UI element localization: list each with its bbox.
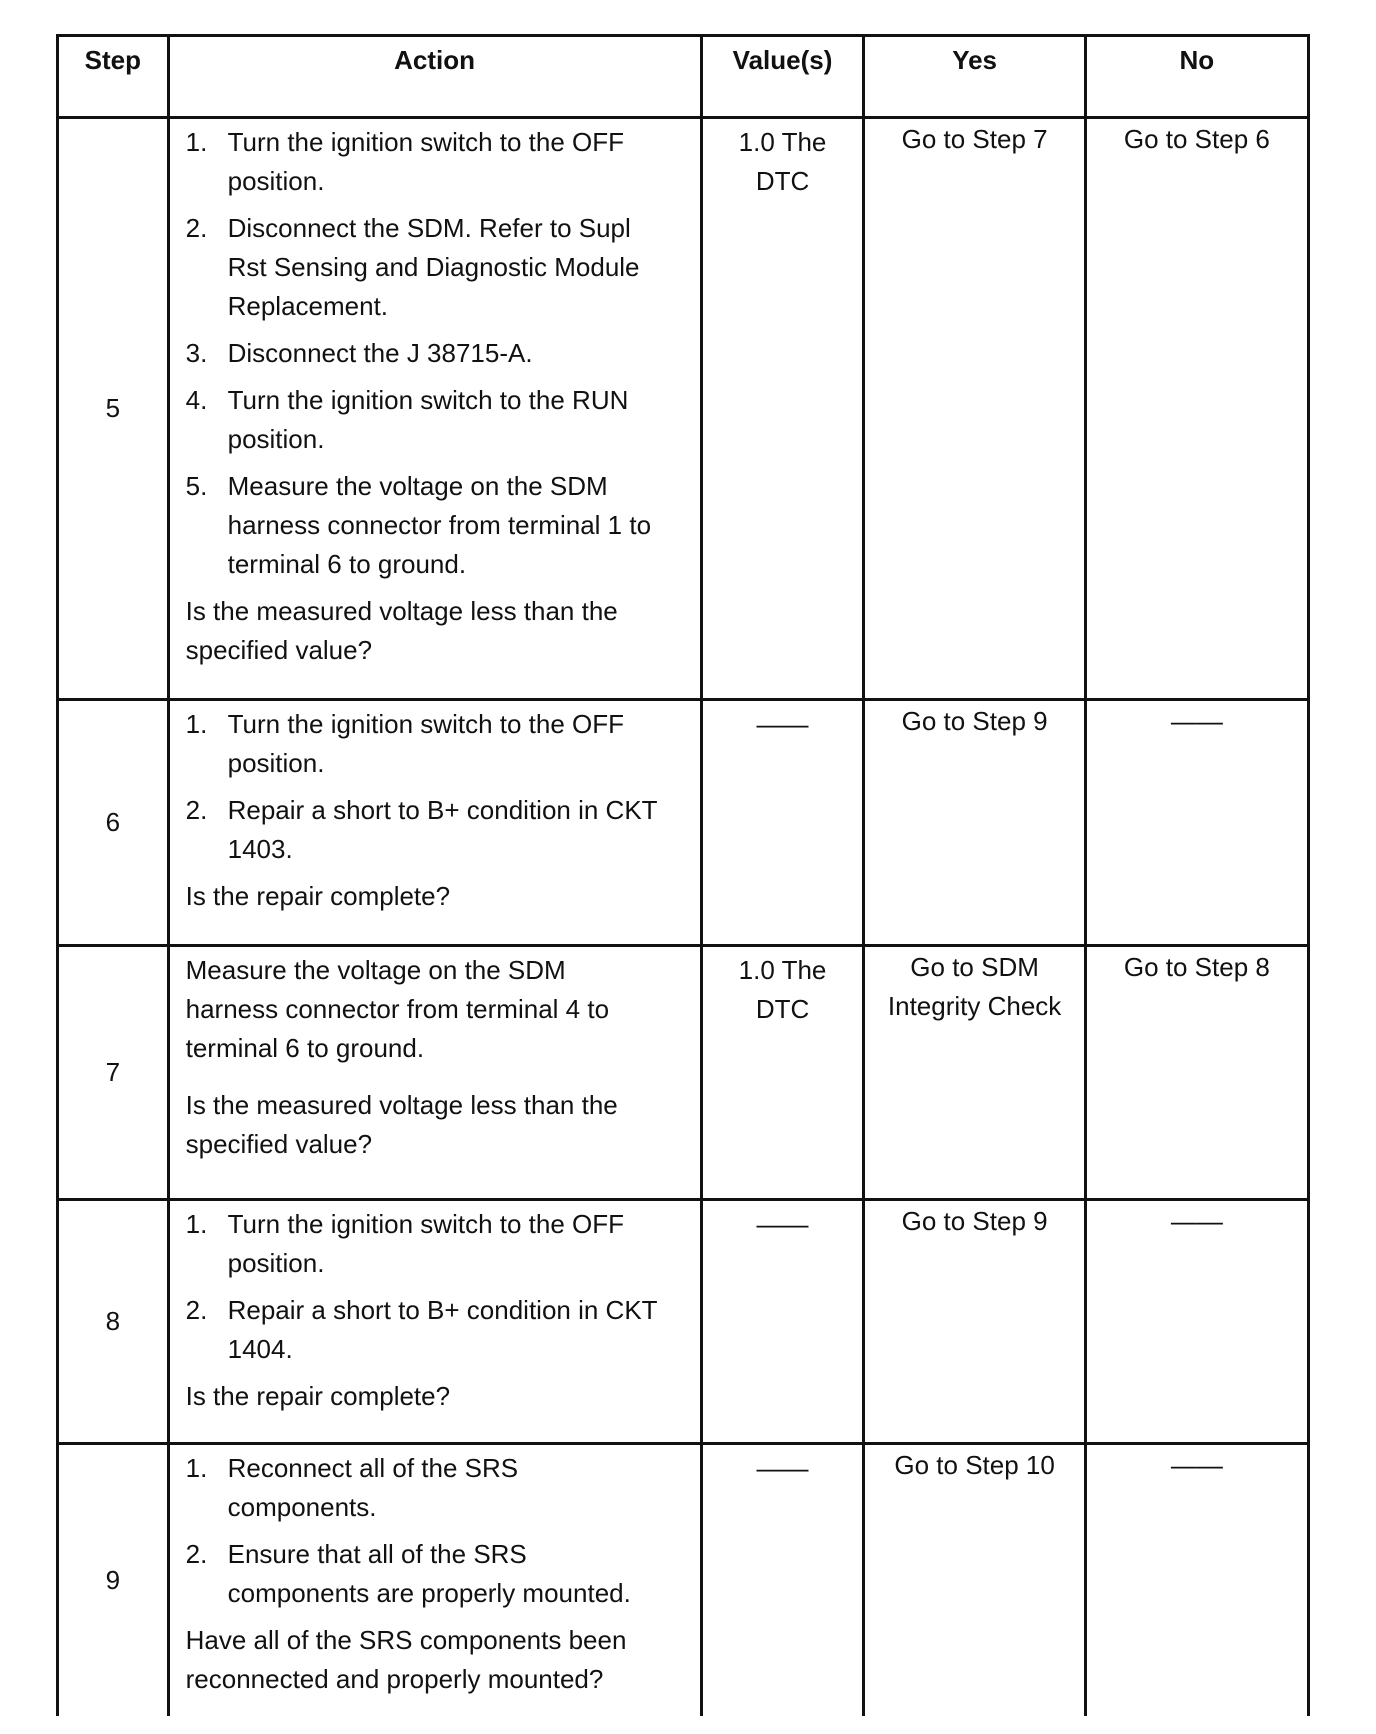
action-line: harness connector from terminal 4 to bbox=[185, 994, 610, 1024]
table-row bbox=[58, 1200, 1309, 1444]
yes-line: Go to Step 7 bbox=[901, 124, 1048, 154]
action-item bbox=[186, 381, 684, 459]
item-number: 1. bbox=[185, 1453, 208, 1483]
item-number: 1. bbox=[185, 1209, 208, 1239]
value-line: DTC bbox=[755, 166, 810, 196]
no-cell bbox=[1085, 1200, 1308, 1444]
item-number: 1. bbox=[185, 709, 208, 739]
item-text-continued: terminal 6 to ground. bbox=[227, 549, 467, 579]
no-cell bbox=[1085, 1444, 1308, 1716]
value-line: 1.0 The bbox=[738, 955, 827, 985]
table-row bbox=[58, 1444, 1309, 1716]
no-line: —— bbox=[1170, 706, 1223, 736]
header-action: Action bbox=[168, 36, 701, 118]
value-line: 1.0 The bbox=[738, 127, 827, 157]
no-cell bbox=[1085, 946, 1308, 1200]
table-row bbox=[58, 946, 1309, 1200]
question-line: specified value? bbox=[185, 1129, 373, 1159]
item-text-continued: Rst Sensing and Diagnostic Module bbox=[227, 252, 640, 282]
action-item bbox=[186, 1291, 684, 1369]
item-text-continued: 1404. bbox=[227, 1334, 293, 1364]
item-number: 1. bbox=[185, 127, 208, 157]
value-line: —— bbox=[756, 1453, 809, 1483]
item-text: Turn the ignition switch to the RUN bbox=[227, 385, 629, 415]
yes-line: Go to Step 9 bbox=[901, 1206, 1048, 1236]
question-line: Have all of the SRS components been bbox=[185, 1625, 627, 1655]
item-number: 4. bbox=[185, 385, 208, 415]
no-line: —— bbox=[1170, 1206, 1223, 1236]
yes-cell bbox=[864, 118, 1085, 700]
item-text-continued: harness connector from terminal 1 to bbox=[227, 510, 652, 540]
item-text-continued: 1403. bbox=[227, 834, 293, 864]
header-step: Step bbox=[58, 36, 169, 118]
no-line: Go to Step 8 bbox=[1123, 952, 1270, 982]
item-text: Measure the voltage on the SDM bbox=[227, 471, 608, 501]
item-text: Turn the ignition switch to the OFF bbox=[227, 1209, 625, 1239]
item-number: 3. bbox=[185, 338, 208, 368]
header-yes: Yes bbox=[864, 36, 1085, 118]
item-number: 2. bbox=[185, 1539, 208, 1569]
action-item bbox=[186, 705, 684, 783]
item-text-continued: components are properly mounted. bbox=[227, 1578, 631, 1608]
no-cell bbox=[1085, 118, 1308, 700]
action-cell bbox=[168, 118, 701, 700]
action-cell bbox=[168, 946, 701, 1200]
step-number: 7 bbox=[58, 946, 169, 1200]
item-text: Repair a short to B+ condition in CKT bbox=[227, 795, 658, 825]
item-text: Ensure that all of the SRS bbox=[227, 1539, 527, 1569]
question-line: reconnected and properly mounted? bbox=[185, 1664, 604, 1694]
step-number: 5 bbox=[58, 118, 169, 700]
action-item bbox=[186, 123, 684, 201]
item-text: Disconnect the J 38715-A. bbox=[227, 338, 533, 368]
action-item bbox=[186, 467, 684, 584]
item-number: 5. bbox=[185, 471, 208, 501]
yes-line: Go to Step 10 bbox=[894, 1450, 1055, 1480]
yes-line: Go to SDM bbox=[910, 952, 1039, 982]
step-number: 6 bbox=[58, 700, 169, 946]
yes-line: Integrity Check bbox=[887, 991, 1062, 1021]
action-question bbox=[186, 1377, 684, 1416]
table-row bbox=[58, 118, 1309, 700]
question-line: Is the measured voltage less than the bbox=[185, 596, 618, 626]
action-line: terminal 6 to ground. bbox=[185, 1033, 425, 1063]
action-cell bbox=[168, 1200, 701, 1444]
item-text-continued: position. bbox=[227, 166, 325, 196]
value-cell bbox=[701, 118, 864, 700]
action-question bbox=[186, 1621, 684, 1699]
header-no: No bbox=[1085, 36, 1308, 118]
item-number: 2. bbox=[185, 795, 208, 825]
step-number: 8 bbox=[58, 1200, 169, 1444]
action-question bbox=[186, 592, 684, 670]
item-text: Disconnect the SDM. Refer to Supl bbox=[227, 213, 631, 243]
item-text-continued: Replacement. bbox=[227, 291, 389, 321]
action-question bbox=[186, 877, 684, 916]
question-line: Is the repair complete? bbox=[185, 1381, 451, 1411]
action-cell bbox=[168, 700, 701, 946]
item-text: Turn the ignition switch to the OFF bbox=[227, 709, 625, 739]
action-item bbox=[186, 1535, 684, 1613]
item-text-continued: position. bbox=[227, 1248, 325, 1278]
action-item bbox=[186, 334, 684, 373]
item-text: Repair a short to B+ condition in CKT bbox=[227, 1295, 658, 1325]
table-body bbox=[58, 118, 1309, 1716]
yes-cell bbox=[864, 700, 1085, 946]
action-item bbox=[186, 209, 684, 326]
yes-cell bbox=[864, 1200, 1085, 1444]
value-cell bbox=[701, 1444, 864, 1716]
item-number: 2. bbox=[185, 1295, 208, 1325]
action-item bbox=[186, 1449, 684, 1527]
no-cell bbox=[1085, 700, 1308, 946]
value-line: —— bbox=[756, 1209, 809, 1239]
header-row bbox=[58, 36, 1309, 118]
table-row bbox=[58, 700, 1309, 946]
value-line: DTC bbox=[755, 994, 810, 1024]
item-text: Reconnect all of the SRS bbox=[227, 1453, 519, 1483]
yes-cell bbox=[864, 1444, 1085, 1716]
item-text-continued: components. bbox=[227, 1492, 377, 1522]
no-line: Go to Step 6 bbox=[1123, 124, 1270, 154]
action-question bbox=[186, 1086, 684, 1164]
yes-cell bbox=[864, 946, 1085, 1200]
item-number: 2. bbox=[185, 213, 208, 243]
action-intro bbox=[186, 951, 684, 1068]
header-values: Value(s) bbox=[701, 36, 864, 118]
value-cell bbox=[701, 946, 864, 1200]
action-cell bbox=[168, 1444, 701, 1716]
yes-line: Go to Step 9 bbox=[901, 706, 1048, 736]
question-line: Is the repair complete? bbox=[185, 881, 451, 911]
no-line: —— bbox=[1170, 1450, 1223, 1480]
question-line: Is the measured voltage less than the bbox=[185, 1090, 618, 1120]
action-line: Measure the voltage on the SDM bbox=[185, 955, 566, 985]
item-text-continued: position. bbox=[227, 748, 325, 778]
value-cell bbox=[701, 700, 864, 946]
diagnostic-table bbox=[56, 34, 1310, 1716]
question-line: specified value? bbox=[185, 635, 373, 665]
item-text: Turn the ignition switch to the OFF bbox=[227, 127, 625, 157]
value-cell bbox=[701, 1200, 864, 1444]
step-number: 9 bbox=[58, 1444, 169, 1716]
value-line: —— bbox=[756, 709, 809, 739]
item-text-continued: position. bbox=[227, 424, 325, 454]
action-item bbox=[186, 1205, 684, 1283]
action-item bbox=[186, 791, 684, 869]
